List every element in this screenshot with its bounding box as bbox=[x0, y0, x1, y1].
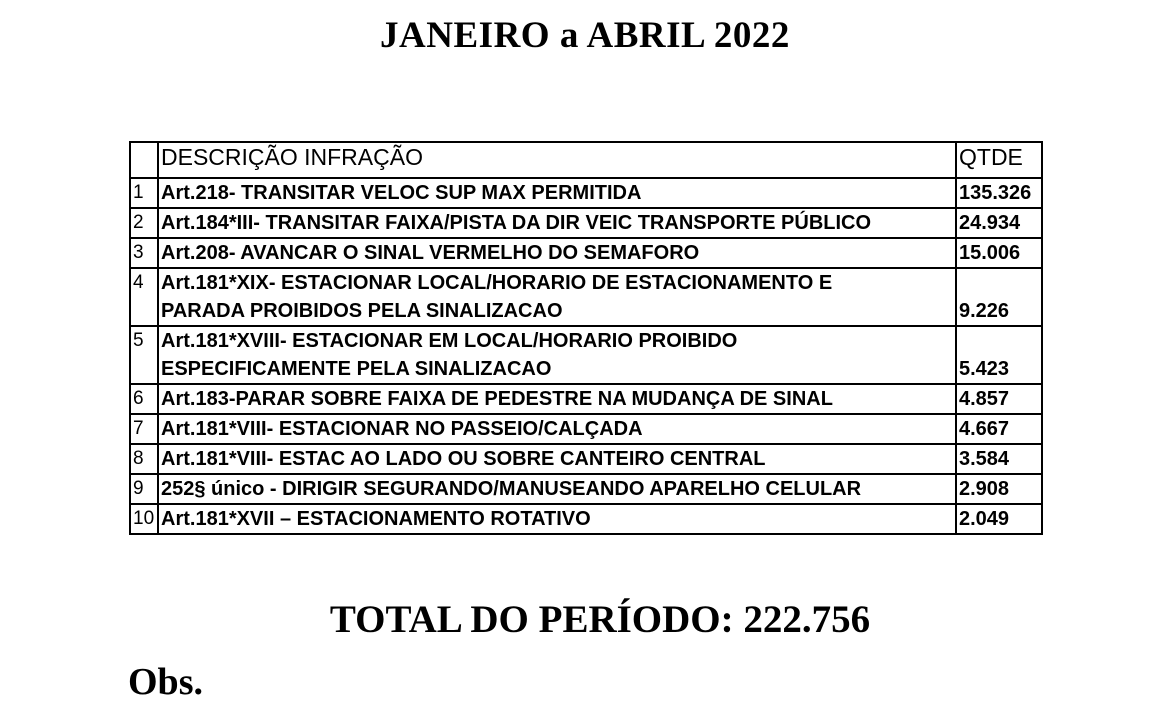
row-description: Art.181*VIII- ESTAC AO LADO OU SOBRE CANTEIRO CENTRAL bbox=[158, 444, 956, 474]
infractions-table bbox=[129, 141, 1043, 535]
header-number bbox=[130, 142, 158, 178]
row-qtde: 2.049 bbox=[956, 504, 1042, 534]
table-row bbox=[130, 504, 1042, 534]
row-qtde: 2.908 bbox=[956, 474, 1042, 504]
table-row bbox=[130, 384, 1042, 414]
row-number: 2 bbox=[130, 208, 158, 238]
row-description: Art.218- TRANSITAR VELOC SUP MAX PERMITIDA bbox=[158, 178, 956, 208]
row-qtde: 9.226 bbox=[956, 268, 1042, 326]
row-number: 9 bbox=[130, 474, 158, 504]
row-number: 8 bbox=[130, 444, 158, 474]
row-description-line: PARADA PROIBIDOS PELA SINALIZACAO bbox=[161, 300, 563, 322]
header-description: DESCRIÇÃO INFRAÇÃO bbox=[158, 142, 956, 178]
table-header-row bbox=[130, 142, 1042, 178]
row-number: 5 bbox=[130, 326, 158, 384]
row-description: Art.181*XVII – ESTACIONAMENTO ROTATIVO bbox=[158, 504, 956, 534]
row-qtde: 24.934 bbox=[956, 208, 1042, 238]
row-number: 1 bbox=[130, 178, 158, 208]
table-row bbox=[130, 238, 1042, 268]
row-number: 7 bbox=[130, 414, 158, 444]
header-qtde: QTDE bbox=[956, 142, 1042, 178]
document-title: JANEIRO a ABRIL 2022 bbox=[380, 15, 790, 56]
row-description: Art.208- AVANCAR O SINAL VERMELHO DO SEMAFORO bbox=[158, 238, 956, 268]
row-description: Art.183-PARAR SOBRE FAIXA DE PEDESTRE NA MUDANÇA DE SINAL bbox=[158, 384, 956, 414]
row-number: 6 bbox=[130, 384, 158, 414]
table-row bbox=[130, 268, 1042, 326]
row-number: 10 bbox=[130, 504, 158, 534]
row-description: 252§ único - DIRIGIR SEGURANDO/MANUSEANDO APARELHO CELULAR bbox=[158, 474, 956, 504]
row-qtde: 15.006 bbox=[956, 238, 1042, 268]
table-row bbox=[130, 208, 1042, 238]
row-qtde: 4.667 bbox=[956, 414, 1042, 444]
table-row bbox=[130, 414, 1042, 444]
row-description-line: ESPECIFICAMENTE PELA SINALIZACAO bbox=[161, 358, 552, 380]
row-number: 3 bbox=[130, 238, 158, 268]
row-description: Art.184*III- TRANSITAR FAIXA/PISTA DA DIR VEIC TRANSPORTE PÚBLICO bbox=[158, 208, 956, 238]
row-qtde: 4.857 bbox=[956, 384, 1042, 414]
row-number: 4 bbox=[130, 268, 158, 326]
row-qtde: 5.423 bbox=[956, 326, 1042, 384]
table-row bbox=[130, 474, 1042, 504]
row-description-line: Art.181*XIX- ESTACIONAR LOCAL/HORARIO DE ESTACIONAMENTO E bbox=[161, 272, 833, 294]
obs-label: Obs. bbox=[128, 661, 203, 703]
table-row bbox=[130, 326, 1042, 384]
period-total: TOTAL DO PERÍODO: 222.756 bbox=[329, 598, 871, 641]
row-description bbox=[158, 326, 956, 384]
row-description-line: Art.181*XVIII- ESTACIONAR EM LOCAL/HORARIO PROIBIDO bbox=[161, 330, 738, 352]
row-description: Art.181*VIII- ESTACIONAR NO PASSEIO/CALÇADA bbox=[158, 414, 956, 444]
table-row bbox=[130, 178, 1042, 208]
row-description bbox=[158, 268, 956, 326]
row-qtde: 3.584 bbox=[956, 444, 1042, 474]
row-qtde: 135.326 bbox=[956, 178, 1042, 208]
table-row bbox=[130, 444, 1042, 474]
